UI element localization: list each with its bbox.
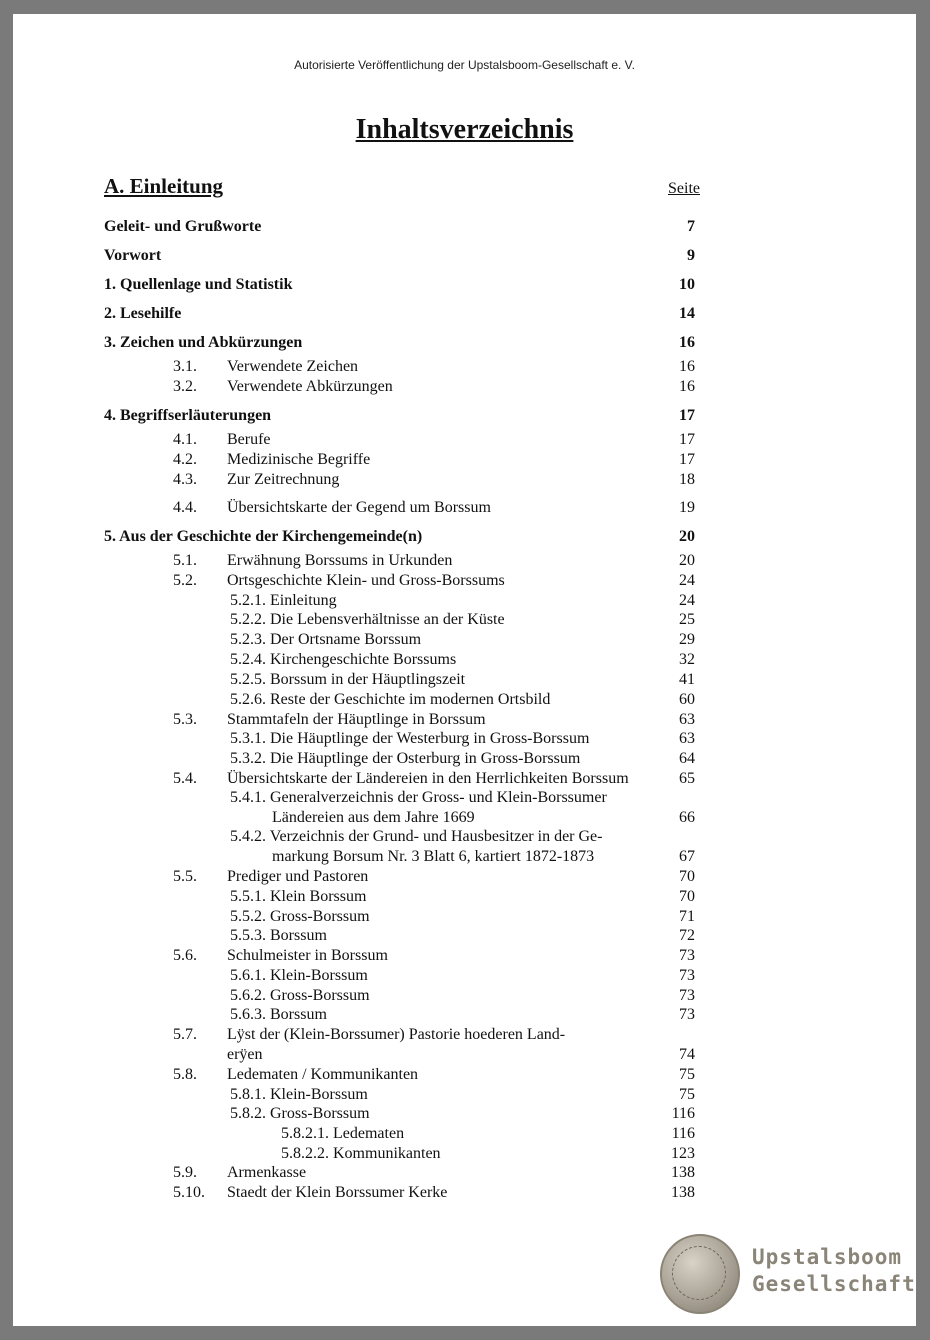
toc-entry-page: 72 — [679, 927, 695, 944]
toc-entry-page: 138 — [671, 1164, 695, 1181]
toc-entry-label: Erwähnung Borssums in Urkunden — [227, 552, 453, 569]
toc-entry-label: 5.8.1. Klein-Borssum — [230, 1086, 368, 1103]
toc-entry-page: 66 — [679, 809, 695, 826]
toc-entry-page: 9 — [687, 247, 695, 264]
toc-entry-number: 5.5. — [173, 868, 197, 885]
toc-entry-page: 7 — [687, 218, 695, 235]
toc-entry-number: 5.6. — [173, 947, 197, 964]
toc-entry-page: 32 — [679, 651, 695, 668]
toc-entry-label: Übersichtskarte der Ländereien in den Herrlichkeiten Borssum — [227, 770, 629, 787]
toc-entry-page: 64 — [679, 750, 695, 767]
toc-entry-label: 2. Lesehilfe — [104, 305, 182, 322]
toc-entry-label: 5.3.2. Die Häuptlinge der Osterburg in Gross-Borssum — [230, 750, 581, 767]
toc-entry-page: 74 — [679, 1046, 695, 1063]
toc-entry-page: 25 — [679, 611, 695, 628]
toc-entry-page: 20 — [679, 528, 695, 545]
toc-entry-number: 5.3. — [173, 711, 197, 728]
toc-entry-number: 5.9. — [173, 1164, 197, 1181]
toc-entry-label: Ortsgeschichte Klein- und Gross-Borssums — [227, 572, 505, 589]
toc-entry-label: Ledematen / Kommunikanten — [227, 1066, 419, 1083]
page-column-header: Seite — [668, 180, 700, 197]
toc-entry-page: 138 — [671, 1184, 695, 1201]
toc-entry-label: 5.2.6. Reste der Geschichte im modernen Ortsbild — [230, 691, 551, 708]
toc-entry-label: Schulmeister in Borssum — [227, 947, 388, 964]
toc-entry-page: 19 — [679, 499, 695, 516]
document-page — [13, 14, 916, 1326]
toc-entry-number: 4.1. — [173, 431, 197, 448]
toc-entry-label: 5.6.1. Klein-Borssum — [230, 967, 368, 984]
toc-entry-label: 5.8.2.1. Ledematen — [281, 1125, 405, 1142]
logo-line-2: Gesellschaft — [752, 1272, 916, 1296]
toc-entry-label: 5.4.1. Generalverzeichnis der Gross- und Klein-Borssumer — [230, 789, 607, 806]
toc-entry-page: 16 — [679, 334, 695, 351]
toc-entry-label: Stammtafeln der Häuptlinge in Borssum — [227, 711, 486, 728]
section-heading: A. Einleitung — [104, 174, 224, 198]
toc-entry-page: 75 — [679, 1086, 695, 1103]
toc-entry-page: 10 — [679, 276, 695, 293]
toc-entry-label: 5.3.1. Die Häuptlinge der Westerburg in Gross-Borssum — [230, 730, 590, 747]
toc-entry-label: Staedt der Klein Borssumer Kerke — [227, 1184, 448, 1201]
toc-entry-label: 5.2.4. Kirchengeschichte Borssums — [230, 651, 457, 668]
toc-entry-label: 5.6.2. Gross-Borssum — [230, 987, 370, 1004]
page-title: Inhaltsverzeichnis — [355, 114, 574, 145]
toc-entry-label: 4. Begriffserläuterungen — [104, 407, 272, 424]
toc-entry-label: 5.2.5. Borssum in der Häuptlingszeit — [230, 671, 466, 688]
toc-entry-label: Geleit- und Grußworte — [104, 218, 262, 235]
toc-entry-page: 65 — [679, 770, 695, 787]
toc-entry-page: 17 — [679, 407, 695, 424]
toc-entry-page: 16 — [679, 378, 695, 395]
toc-entry-label: Zur Zeitrechnung — [227, 471, 340, 488]
toc-entry-label: Medizinische Begriffe — [227, 451, 371, 468]
toc-entry-number: 5.7. — [173, 1026, 197, 1043]
toc-entry-page: 18 — [679, 471, 695, 488]
toc-entry-number: 4.2. — [173, 451, 197, 468]
toc-entry-number: 4.4. — [173, 499, 197, 516]
table-of-contents — [13, 14, 916, 1326]
toc-entry-label: markung Borsum Nr. 3 Blatt 6, kartiert 1872-1873 — [272, 848, 595, 865]
logo-line-1: Upstalsboom — [752, 1245, 903, 1269]
toc-entry-page: 63 — [679, 730, 695, 747]
toc-entry-label: Lÿst der (Klein-Borssumer) Pastorie hoederen Land- — [227, 1026, 566, 1043]
toc-entry-label: Verwendete Abkürzungen — [227, 378, 393, 395]
toc-entry-page: 116 — [671, 1105, 695, 1122]
toc-entry-label: 5. Aus der Geschichte der Kirchengemeinde(n) — [104, 528, 423, 545]
seal-icon — [660, 1234, 740, 1314]
toc-entry-label: Prediger und Pastoren — [227, 868, 369, 885]
toc-entry-label: 5.2.1. Einleitung — [230, 592, 337, 609]
toc-entry-page: 20 — [679, 552, 695, 569]
toc-entry-number: 4.3. — [173, 471, 197, 488]
toc-entry-number: 3.1. — [173, 358, 197, 375]
toc-entry-label: 5.2.2. Die Lebensverhältnisse an der Küste — [230, 611, 505, 628]
toc-entry-label: Ländereien aus dem Jahre 1669 — [272, 809, 475, 826]
toc-entry-page: 73 — [679, 1006, 695, 1023]
toc-entry-page: 17 — [679, 451, 695, 468]
toc-entry-label: 5.8.2. Gross-Borssum — [230, 1105, 370, 1122]
toc-entry-label: Armenkasse — [227, 1164, 307, 1181]
toc-entry-page: 17 — [679, 431, 695, 448]
toc-entry-label: 5.6.3. Borssum — [230, 1006, 327, 1023]
toc-entry-page: 63 — [679, 711, 695, 728]
toc-entry-page: 70 — [679, 888, 695, 905]
toc-entry-page: 73 — [679, 987, 695, 1004]
toc-entry-page: 24 — [679, 592, 695, 609]
society-logo — [660, 1234, 916, 1316]
toc-entry-page: 41 — [679, 671, 695, 688]
toc-entry-page: 60 — [679, 691, 695, 708]
toc-entry-number: 5.1. — [173, 552, 197, 569]
toc-entry-label: 5.5.3. Borssum — [230, 927, 327, 944]
toc-entry-page: 29 — [679, 631, 695, 648]
toc-entry-number: 5.2. — [173, 572, 197, 589]
toc-entry-label: 5.5.2. Gross-Borssum — [230, 908, 370, 925]
toc-entry-number: 5.10. — [173, 1184, 205, 1201]
publication-header: Autorisierte Veröffentlichung der Upstalsboom-Gesellschaft e. V. — [294, 58, 635, 72]
toc-entry-page: 24 — [679, 572, 695, 589]
toc-entry-page: 73 — [679, 967, 695, 984]
toc-entry-label: 5.4.2. Verzeichnis der Grund- und Hausbesitzer in der Ge- — [230, 828, 603, 845]
toc-entry-label: erÿen — [227, 1046, 263, 1063]
toc-entry-label: Vorwort — [104, 247, 162, 264]
toc-entry-label: Verwendete Zeichen — [227, 358, 359, 375]
toc-entry-page: 16 — [679, 358, 695, 375]
toc-entry-page: 67 — [679, 848, 695, 865]
toc-entry-label: 1. Quellenlage und Statistik — [104, 276, 293, 293]
toc-entry-page: 123 — [671, 1145, 695, 1162]
toc-entry-label: 3. Zeichen und Abkürzungen — [104, 334, 303, 351]
toc-entry-page: 14 — [679, 305, 695, 322]
toc-entry-label: 5.5.1. Klein Borssum — [230, 888, 367, 905]
toc-entry-number: 5.8. — [173, 1066, 197, 1083]
toc-entry-page: 71 — [679, 908, 695, 925]
toc-entry-label: Berufe — [227, 431, 271, 448]
toc-entry-number: 5.4. — [173, 770, 197, 787]
toc-entry-label: 5.2.3. Der Ortsname Borssum — [230, 631, 422, 648]
toc-entry-number: 3.2. — [173, 378, 197, 395]
toc-entry-page: 70 — [679, 868, 695, 885]
toc-entry-label: Übersichtskarte der Gegend um Borssum — [227, 499, 491, 516]
toc-entry-page: 116 — [671, 1125, 695, 1142]
toc-entry-label: 5.8.2.2. Kommunikanten — [281, 1145, 441, 1162]
toc-entry-page: 73 — [679, 947, 695, 964]
logo-wordmark — [752, 1244, 916, 1298]
toc-entry-page: 75 — [679, 1066, 695, 1083]
